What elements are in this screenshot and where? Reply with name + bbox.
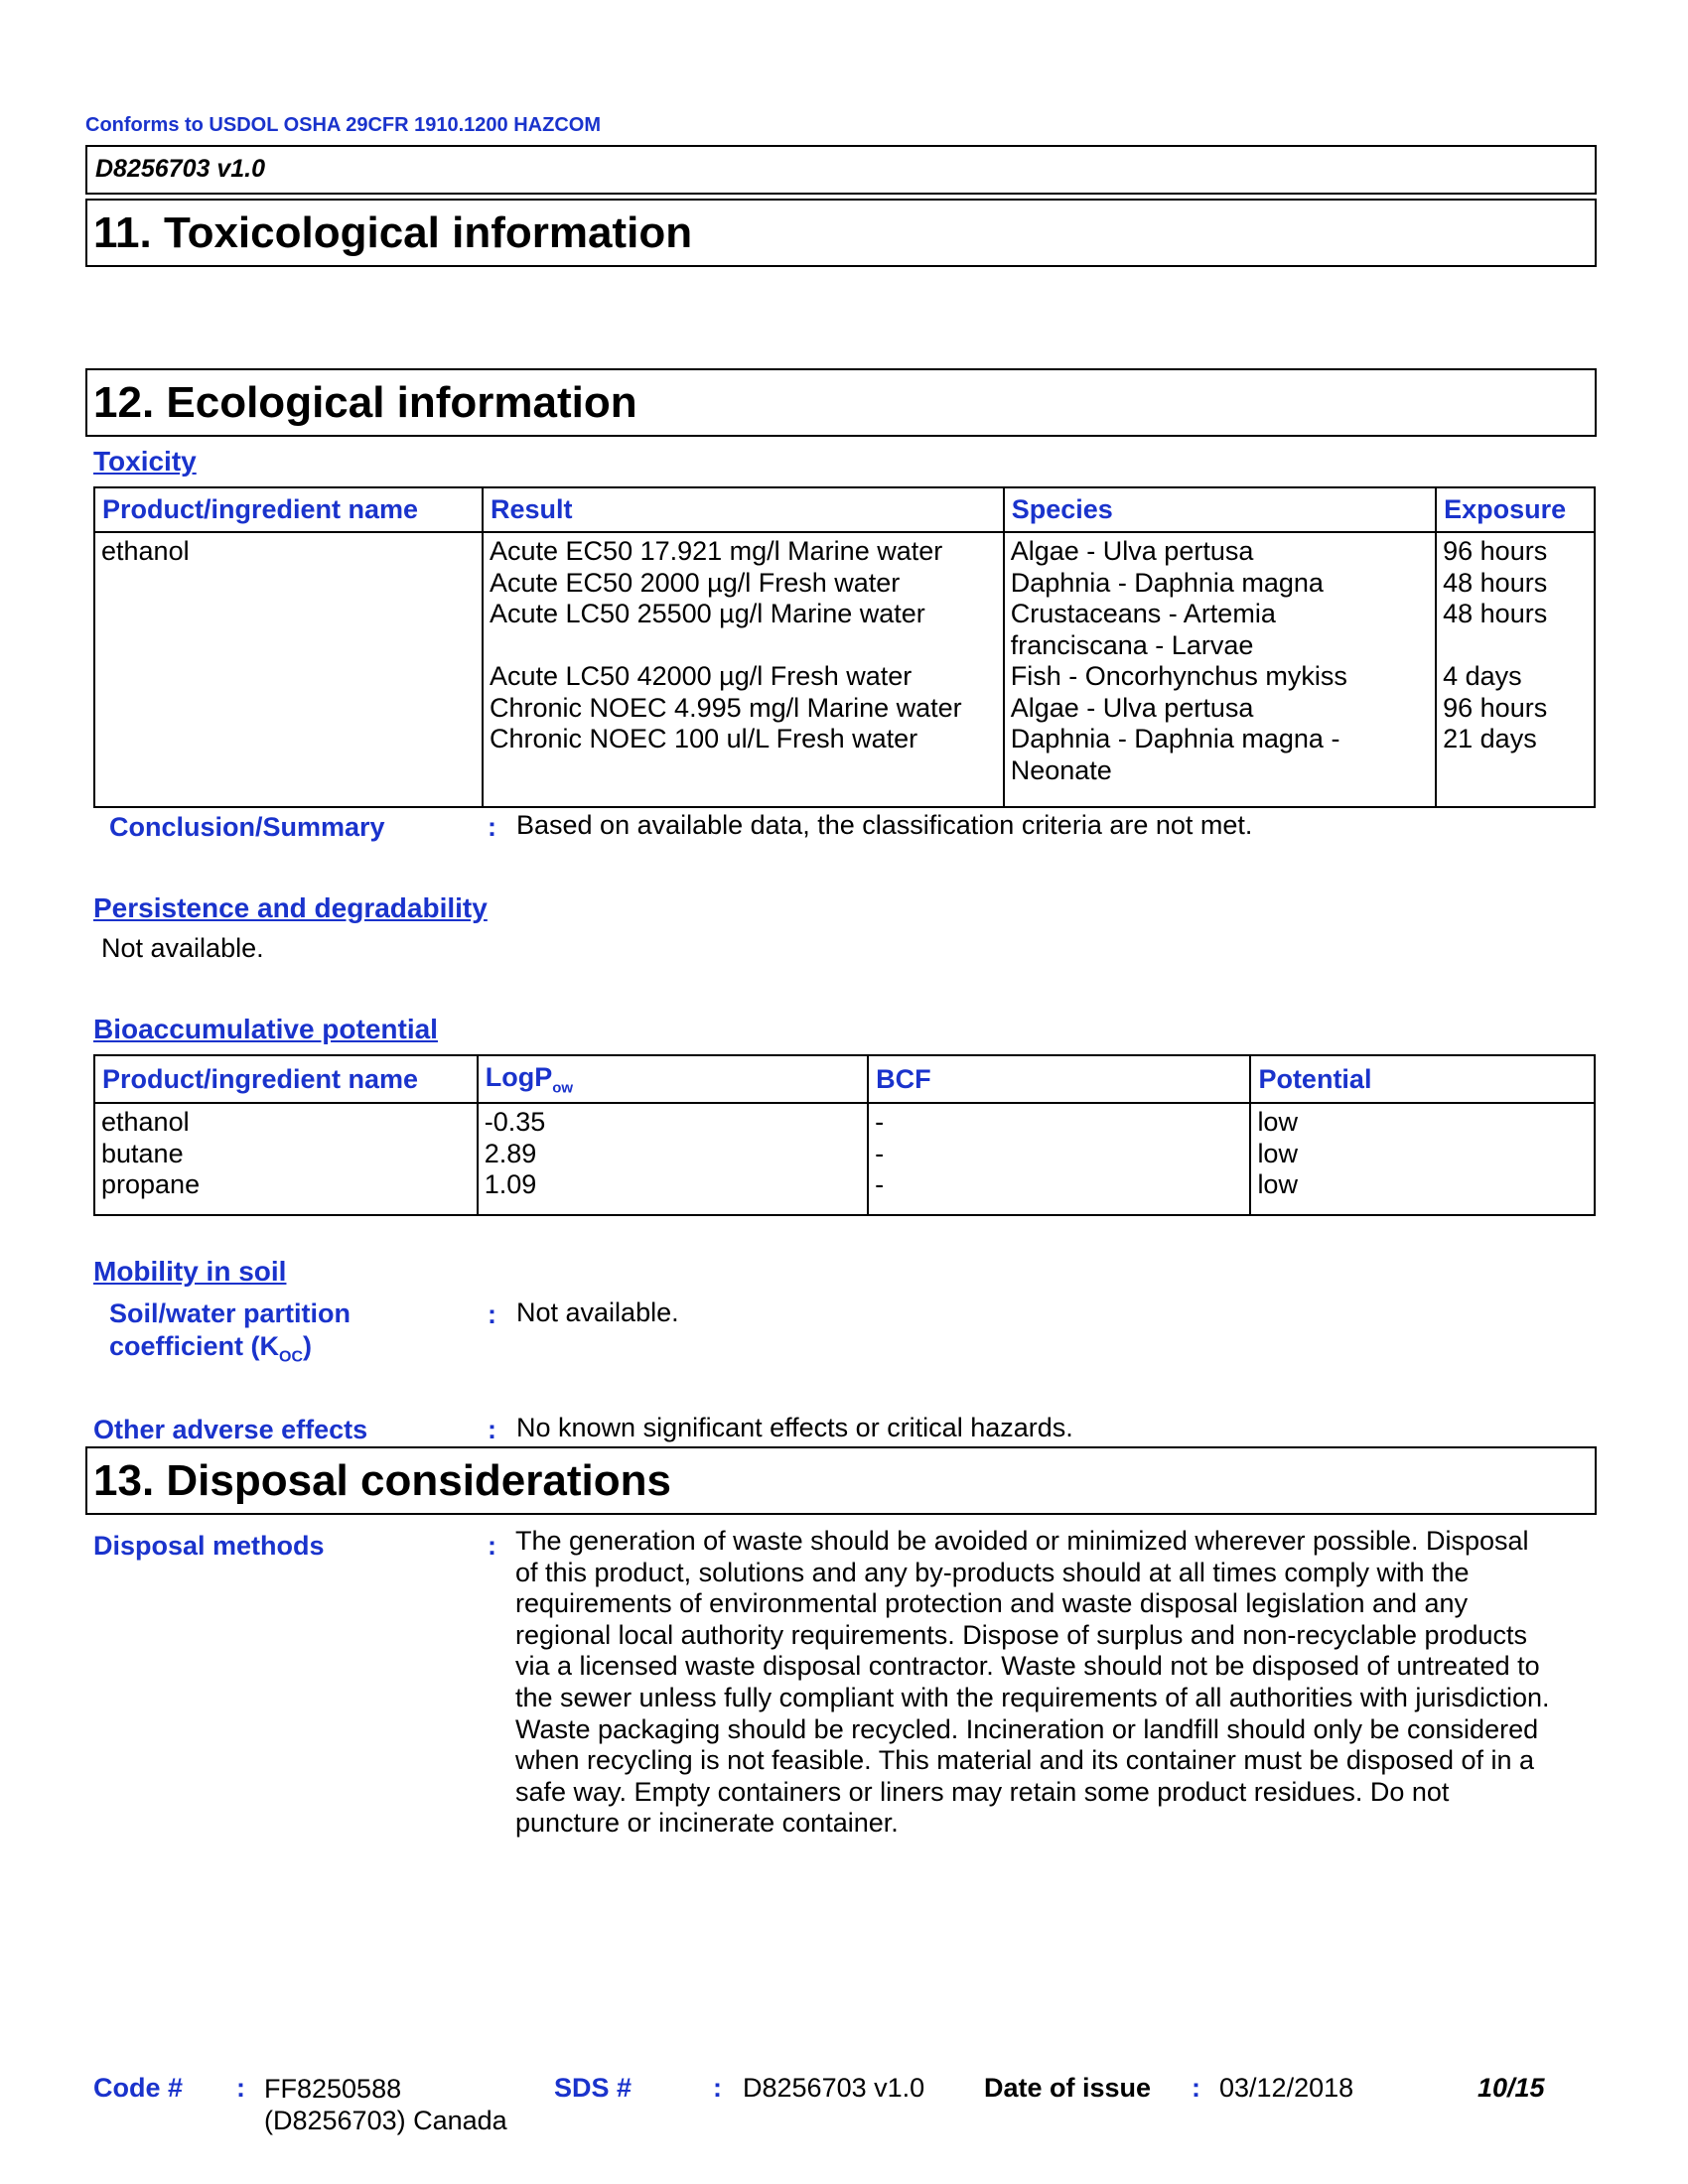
col-header-name: Product/ingredient name (94, 1055, 478, 1103)
document-id-bar (85, 145, 1597, 195)
disposal-line: requirements of environmental protection and waste disposal legislation and any (515, 1588, 1469, 1619)
footer-date-value: 03/12/2018 (1219, 2073, 1354, 2103)
result-line: Acute LC50 42000 µg/l Fresh water (490, 661, 913, 691)
species-line: Daphnia - Daphnia magna - (1010, 724, 1340, 753)
col-header-name: Product/ingredient name (94, 487, 483, 532)
koc-subscript: OC (279, 1348, 304, 1366)
conformance-statement: Conforms to USDOL OSHA 29CFR 1910.1200 HAZCOM (85, 114, 601, 136)
col-header-potential: Potential (1250, 1055, 1595, 1103)
section-11-title: 11. Toxicological information (93, 208, 693, 257)
result-line: Acute EC50 2000 µg/l Fresh water (490, 567, 901, 598)
footer-sds-label: SDS # (554, 2073, 633, 2103)
disposal-line: when recycling is not feasible. This material and its container must be disposed of in a (515, 1745, 1535, 1776)
species-line: Algae - Ulva pertusa (1010, 536, 1254, 566)
other-adverse-colon: : (488, 1415, 496, 1444)
disposal-line: regional local authority requirements. Dispose of surplus and non-recyclable products (515, 1619, 1528, 1650)
persistence-heading: Persistence and degradability (93, 892, 488, 923)
species-cell (1004, 532, 1436, 807)
species-line: Algae - Ulva pertusa (1010, 692, 1254, 723)
disposal-line: of this product, solutions and any by-products should at all times comply with the (515, 1557, 1470, 1587)
logp-label: LogP (485, 1062, 553, 1092)
toxicity-heading: Toxicity (93, 446, 197, 477)
species-line: Fish - Oncorhynchus mykiss (1010, 661, 1347, 691)
col-header-result: Result (483, 487, 1004, 532)
bio-name: ethanol (101, 1107, 190, 1138)
exposure-line-spacer (1443, 630, 1588, 662)
disposal-line: Waste packaging should be recycled. Incineration or landfill should only be considered (515, 1713, 1539, 1744)
bio-potential: low (1257, 1169, 1298, 1200)
persistence-value: Not available. (101, 933, 264, 963)
other-adverse-value: No known significant effects or critical hazards. (516, 1413, 1073, 1442)
disposal-line: the sewer unless fully compliant with the requirements of all authorities with jurisdiction. (515, 1682, 1550, 1712)
soil-partition-colon: : (488, 1299, 496, 1329)
section-13-title: 13. Disposal considerations (93, 1456, 671, 1505)
bio-potential: low (1257, 1107, 1298, 1138)
col-header-logpow (478, 1055, 868, 1103)
logp-subscript: ow (552, 1079, 574, 1097)
species-line: Crustaceans - Artemia (1010, 599, 1276, 628)
ingredient-cell (94, 532, 483, 807)
col-header-exposure: Exposure (1436, 487, 1595, 532)
exposure-line: 4 days (1443, 661, 1522, 691)
result-line-spacer (490, 630, 997, 662)
bio-logp: 1.09 (484, 1169, 537, 1200)
disposal-line: via a licensed waste disposal contractor. Waste should not be disposed of untreated to (515, 1651, 1540, 1682)
soil-partition-label-line1: Soil/water partition (109, 1298, 352, 1328)
table-row (94, 1103, 1595, 1215)
table-row (94, 532, 1595, 807)
footer-code-line2: (D8256703) Canada (264, 2106, 507, 2135)
footer-page-number: 10/15 (1477, 2073, 1545, 2103)
footer-code-label: Code # (93, 2073, 184, 2103)
result-line: Chronic NOEC 100 ul/L Fresh water (490, 724, 918, 753)
exposure-line: 48 hours (1443, 599, 1548, 628)
disposal-methods-colon: : (488, 1531, 496, 1561)
exposure-line: 96 hours (1443, 536, 1548, 566)
toxicity-table (93, 486, 1596, 808)
bio-name: butane (101, 1138, 184, 1168)
footer-code-line1: FF8250588 (264, 2074, 402, 2104)
koc-label: coefficient (K (109, 1331, 280, 1361)
exposure-line: 48 hours (1443, 567, 1548, 598)
disposal-line: The generation of waste should be avoided or minimized wherever possible. Disposal (515, 1526, 1529, 1556)
soil-partition-label (109, 1297, 351, 1373)
document-id: D8256703 v1.0 (95, 155, 265, 183)
footer-sds-colon: : (713, 2073, 722, 2103)
section-12-header (85, 368, 1597, 437)
disposal-methods-text (515, 1526, 1578, 1840)
mobility-heading: Mobility in soil (93, 1256, 287, 1287)
footer-code-colon: : (236, 2073, 245, 2103)
bio-logp: -0.35 (484, 1107, 546, 1138)
conclusion-colon: : (488, 812, 496, 842)
disposal-line: safe way. Empty containers or liners may retain some product residues. Do not (515, 1776, 1450, 1807)
footer-date-colon: : (1192, 2073, 1200, 2103)
bio-bcf: - (875, 1138, 885, 1168)
result-line: Acute EC50 17.921 mg/l Marine water (490, 536, 943, 566)
result-line: Acute LC50 25500 µg/l Marine water (490, 599, 925, 628)
section-11-header (85, 199, 1597, 267)
section-13-header (85, 1446, 1597, 1515)
bio-bcf-cell (868, 1103, 1250, 1215)
col-header-bcf: BCF (868, 1055, 1250, 1103)
exposure-line: 21 days (1443, 724, 1537, 753)
soil-partition-value: Not available. (516, 1297, 679, 1327)
koc-close: ) (303, 1331, 313, 1361)
bioaccumulative-header-row (94, 1055, 1595, 1103)
soil-partition-label-line2 (109, 1330, 351, 1373)
col-header-species: Species (1004, 487, 1436, 532)
bio-potential-cell (1250, 1103, 1595, 1215)
toxicity-header-row (94, 487, 1595, 532)
bio-bcf: - (875, 1107, 885, 1138)
bio-logp-cell (478, 1103, 868, 1215)
disposal-line: puncture or incinerate container. (515, 1808, 899, 1839)
section-12-title: 12. Ecological information (93, 378, 637, 427)
result-cell (483, 532, 1004, 807)
conclusion-value: Based on available data, the classification criteria are not met. (516, 810, 1253, 840)
conclusion-label: Conclusion/Summary (109, 812, 385, 842)
species-line: Daphnia - Daphnia magna (1010, 567, 1324, 598)
exposure-cell (1436, 532, 1595, 807)
species-line: Neonate (1010, 754, 1112, 785)
disposal-methods-label: Disposal methods (93, 1531, 325, 1561)
bioaccumulative-table (93, 1054, 1596, 1216)
other-adverse-label: Other adverse effects (93, 1415, 368, 1444)
bio-potential: low (1257, 1138, 1298, 1168)
exposure-line: 96 hours (1443, 692, 1548, 723)
footer-code-value (264, 2073, 507, 2136)
bio-logp: 2.89 (484, 1138, 537, 1168)
bio-name-cell (94, 1103, 478, 1215)
footer-date-label: Date of issue (984, 2073, 1152, 2103)
bioaccumulative-heading: Bioaccumulative potential (93, 1014, 438, 1044)
footer-sds-value: D8256703 v1.0 (743, 2073, 925, 2103)
result-line: Chronic NOEC 4.995 mg/l Marine water (490, 692, 962, 723)
bio-name: propane (101, 1169, 201, 1200)
bio-bcf: - (875, 1169, 885, 1200)
species-line: franciscana - Larvae (1010, 629, 1254, 660)
ingredient-name: ethanol (101, 536, 190, 566)
